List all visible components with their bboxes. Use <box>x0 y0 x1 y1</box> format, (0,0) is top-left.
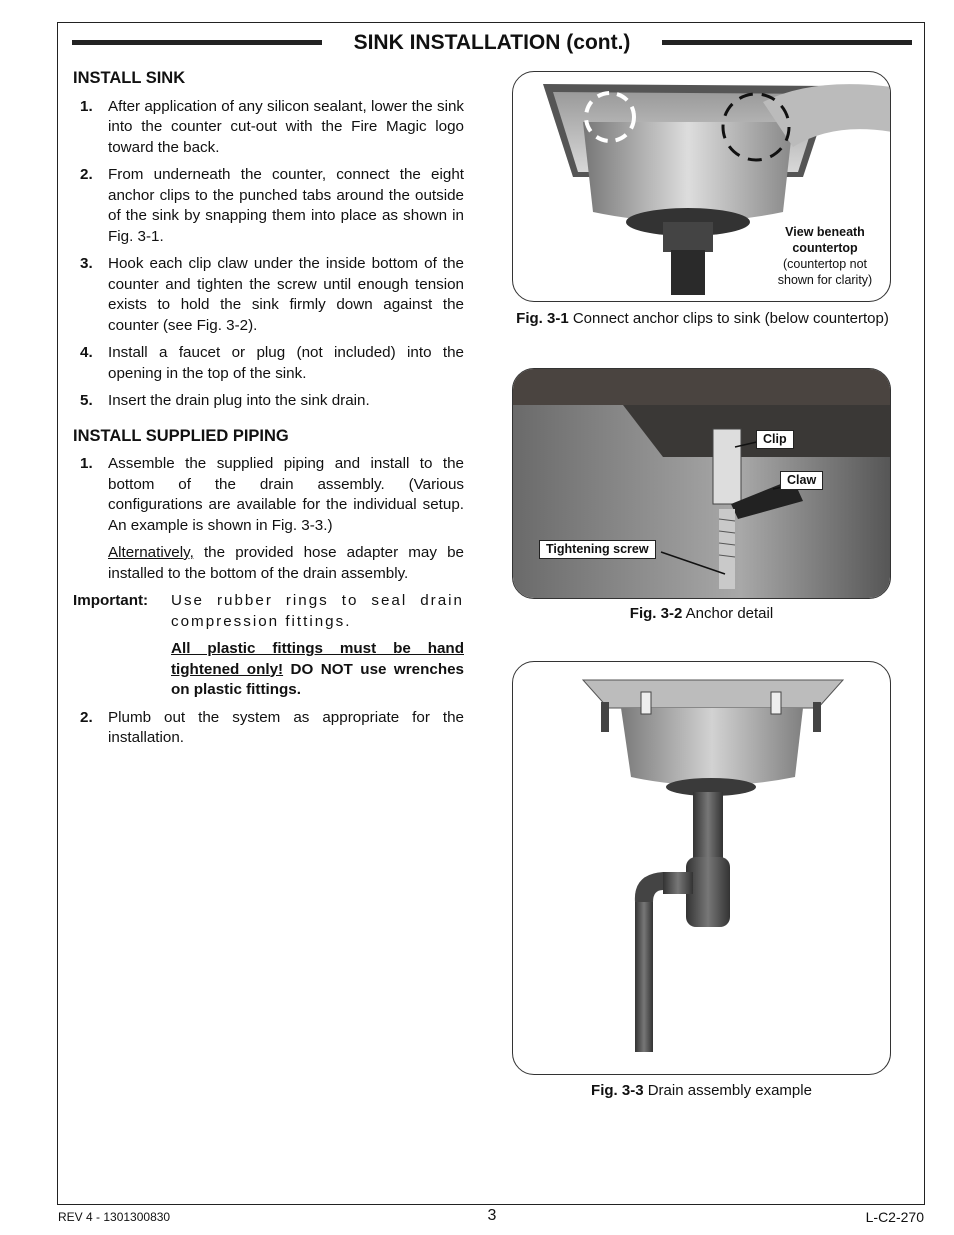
list-item: 1. Assemble the supplied piping and install to the bottom of the drain assembly. (Various configurations are available for the individual setup. An example is shown in Fig. 3-3.) <box>80 455 464 534</box>
list-item: 2. Plumb out the system as appropriate for the installation. <box>80 708 464 746</box>
install-sink-steps <box>73 97 464 412</box>
list-item: 5. Insert the drain plug into the sink drain. <box>80 392 370 409</box>
install-piping-steps-2 <box>73 708 464 749</box>
header-rule-left <box>72 40 322 45</box>
view-note: View beneath countertop (countertop not shown for clarity) <box>777 225 873 287</box>
anchor-detail-photo <box>513 369 891 599</box>
callout-tightening-screw: Tightening screw <box>539 540 656 559</box>
important-note: Important: Use rubber rings to seal drain compression fittings. <box>73 592 464 630</box>
list-item: 2. From underneath the counter, connect the eight anchor clips to the punched tabs around the outside of the sink by snapping them into place as shown in Fig. 3-1. <box>80 166 464 245</box>
warning-note: All plastic fittings must be hand tightened only! DO NOT use wrenches on plastic fittings. <box>171 640 464 698</box>
callout-clip: Clip <box>756 430 794 449</box>
list-item: 4. Install a faucet or plug (not included) into the opening in the top of the sink. <box>80 344 464 382</box>
figure-3-3 <box>512 661 891 1075</box>
header-rule-right <box>662 40 912 45</box>
install-piping-steps <box>73 454 464 536</box>
list-item: 3. Hook each clip claw under the inside bottom of the counter and tighten the screw until enough tension exists to hold the sink firmly down against the counter (see Fig. 3-2). <box>80 255 464 334</box>
page-title: SINK INSTALLATION (cont.) <box>353 31 631 54</box>
alternative-note: Alternatively, the provided hose adapter may be installed to the bottom of the drain assembly. <box>108 544 464 582</box>
footer-doc-id: L-C2-270 <box>865 1209 924 1225</box>
figure-3-2-caption: Fig. 3-2 Anchor detail <box>629 605 774 622</box>
figure-3-2 <box>512 368 891 599</box>
figure-3-1 <box>512 71 891 302</box>
footer-page-number: 3 <box>487 1207 497 1224</box>
figure-3-3-caption: Fig. 3-3 Drain assembly example <box>591 1082 812 1099</box>
figure-3-1-caption: Fig. 3-1 Connect anchor clips to sink (below countertop) <box>516 310 889 327</box>
instructions-column <box>73 68 464 756</box>
install-sink-heading: INSTALL SINK <box>73 69 186 87</box>
list-item: 1. After application of any silicon sealant, lower the sink into the counter cut-out with the Fire Magic logo toward the back. <box>80 97 464 156</box>
footer-revision: REV 4 - 1301300830 <box>58 1210 171 1224</box>
section-header <box>72 28 912 58</box>
drain-assembly-photo <box>513 662 891 1075</box>
callout-claw: Claw <box>780 471 823 490</box>
install-piping-heading: INSTALL SUPPLIED PIPING <box>73 426 289 445</box>
